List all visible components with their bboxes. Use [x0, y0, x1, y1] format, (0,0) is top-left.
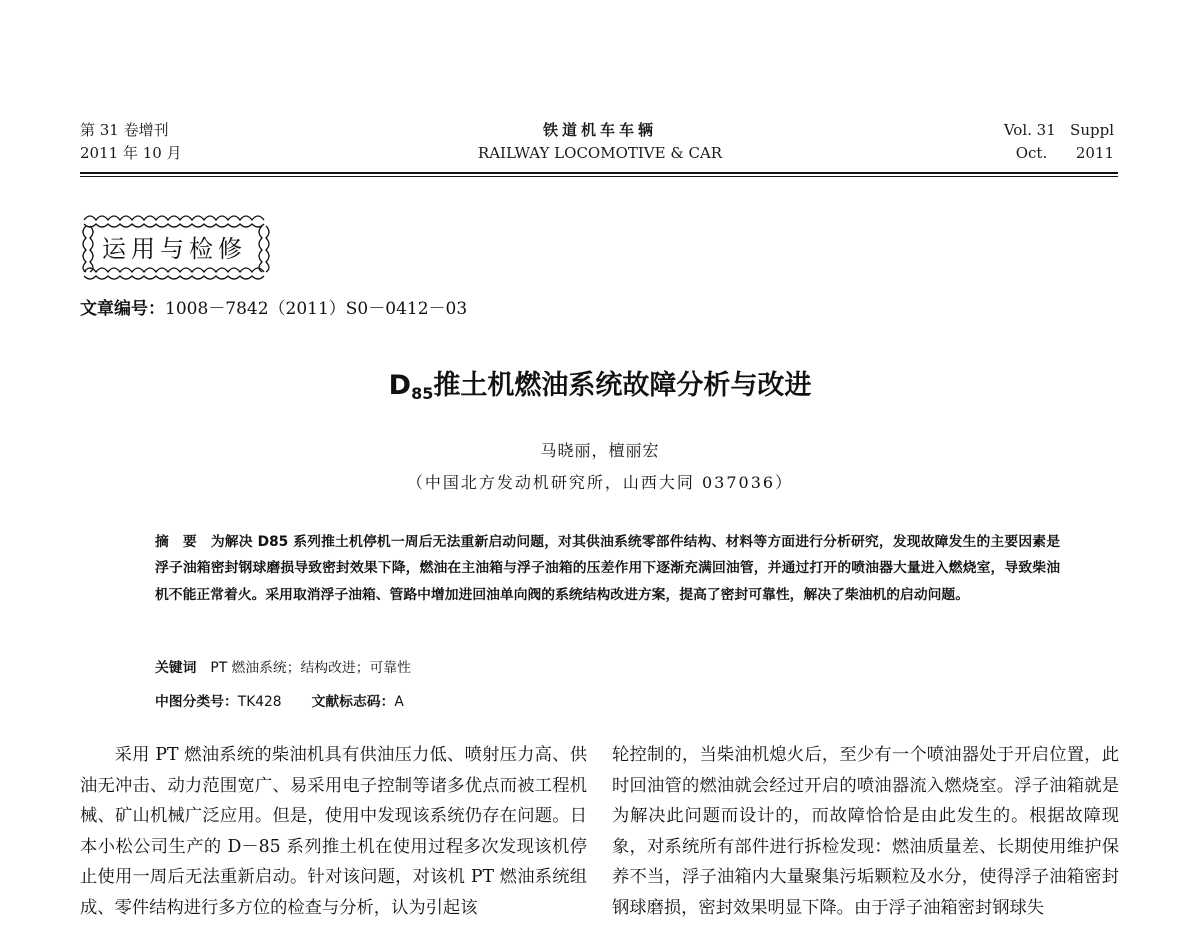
volume-en: Vol. 31 Suppl: [1003, 121, 1114, 139]
header-journal: [380, 119, 820, 165]
header-rule-thin: [80, 176, 1118, 177]
body-paragraph-continued: 轮控制的，当柴油机熄火后，至少有一个喷油器处于开启位置，此时回油管的燃油就会经过开启的喷油器流入燃烧室。浮子油箱就是为解决此问题而设计的，而故障恰恰是由此发生的。根据故障现象，对系统所有部件进行拆检发现：燃油质量差、长期使用维护保养不当，浮子油箱内大量聚集污垢颗粒及水分，使得浮子油箱密封钢球磨损，密封效果明显下降。由于浮子油箱密封钢球失: [612, 745, 1119, 918]
classification-label: 中图分类号：: [155, 694, 238, 710]
title-subscript: 85: [411, 384, 434, 403]
paper-title: [0, 363, 1200, 403]
journal-name-en: RAILWAY LOCOMOTIVE & CAR: [477, 144, 723, 162]
header-rule-thick: [80, 172, 1118, 174]
body-left-column: [80, 740, 587, 923]
volume-issue: 第 31 卷增刊: [80, 121, 169, 139]
abstract-label: 摘 要: [155, 534, 197, 550]
abstract-text: 为解决 D85 系列推土机停机一周后无法重新启动问题，对其供油系统零部件结构、材料等方面进行分析研究，发现故障发生的主要因素是浮子油箱密封钢球磨损导致密封效果下降，燃油在主油箱与浮子油箱的压差作用下逐渐充满回油管，并通过打开的喷油器大量进入燃烧室，导致柴油机不能正常着火。采用取消浮子油箱、管路中增加进回油单向阀的系统结构改进方案，提高了密封可靠性，解决了柴油机的启动问题。: [155, 534, 1061, 603]
body-paragraph: 采用 PT 燃油系统的柴油机具有供油压力低、喷射压力高、供油无冲击、动力范围宽广、易采用电子控制等诸多优点而被工程机械、矿山机械广泛应用。但是，使用中发现该系统仍存在问题。日本小松公司生产的 D－85 系列推土机在使用过程多次发现该机停止使用一周后无法重新启动。针对该问题，对该机 PT 燃油系统组成、零件结构进行多方位的检查与分析，认为引起该: [80, 745, 587, 918]
title-prefix: D: [388, 370, 412, 401]
doc-code-value: A: [394, 694, 404, 710]
header-right: [1004, 119, 1114, 165]
keywords: [155, 656, 411, 676]
keywords-label: 关键词: [155, 660, 197, 676]
title-main: 推土机燃油系统故障分析与改进: [433, 370, 812, 401]
affiliation: （中国北方发动机研究所，山西大同 037036）: [406, 473, 794, 492]
body-right-column: [612, 740, 1119, 923]
keywords-text: PT 燃油系统；结构改进；可靠性: [210, 660, 411, 676]
header-left: [80, 119, 182, 165]
abstract: [155, 529, 1060, 608]
classification: [155, 690, 404, 710]
article-number: [80, 294, 467, 319]
classification-value: TK428: [237, 694, 282, 710]
section-badge: 运用与检修: [102, 235, 247, 263]
authors: 马晓丽，檀丽宏: [540, 441, 660, 460]
issue-date: 2011 年 10 月: [80, 144, 182, 162]
journal-name-cn: 铁道机车车辆: [542, 121, 657, 139]
date-en: Oct. 2011: [1015, 144, 1114, 162]
article-number-value: 1008－7842（2011）S0－0412－03: [165, 299, 468, 319]
doc-code-label: 文献标志码：: [311, 694, 395, 710]
article-number-label: 文章编号：: [80, 299, 165, 319]
